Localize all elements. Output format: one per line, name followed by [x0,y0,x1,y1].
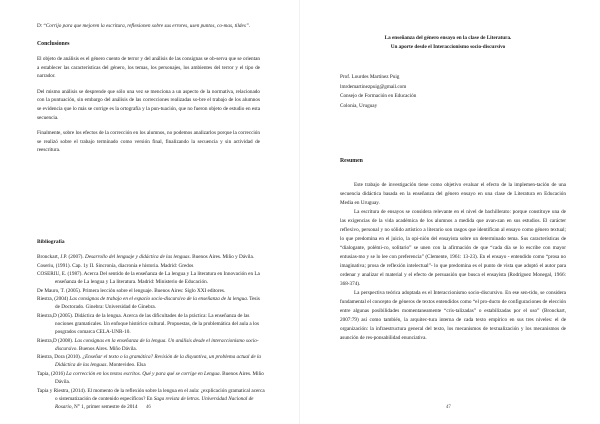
abstract-paragraph-1: Este trabajo de investigación tiene como objetivo evaluar el efecto de la implemen-tación de una secuencia didáctica basada en la enseñanza del género ensayo en una clase de Literatura en Educación Media en Uruguay. [340,182,566,206]
bibliography-entry [37,287,265,295]
bibliography-entry [37,337,265,353]
bibliography-entry [37,312,265,336]
bibliography-entry-title: Las consignas en la enseñanza de la lengua. Un análisis desde el interaccionismo socio-discursivo [55,337,259,352]
bibliography-entry-text: Riestra, (2004) [37,296,70,303]
bibliography-entry [37,295,265,311]
conclusions-paragraph-1: El objeto de análisis es el género cuento de terror y del análisis de las consignas se ob-serva que se orientan a establecer las características del género, los temas, los personajes, los ambientes del terror y el tipo de narrador. [37,56,260,80]
bibliography-entry-text: De Mauro, T. (2005). Primera lección sobre el lenguaje. Buenos Aires: Siglo XXI editores. [37,287,226,294]
bibliography-entry-text: Coseriu, (1991). Cap. 1y II. Sincronía, diacronía e historia. Madrid: Gredos [37,262,194,269]
right-page-number: 47 [446,405,451,410]
quote-text: Corrijo para que mejoren la escritura, reflexionen sobre sus errores, usen puntos, co-mas, tildes”. [45,23,251,29]
conclusions-paragraph-3: Finalmente, sobre los efectos de la corrección en los alumnos, no podemos analizarlos porque la corrección se realizó sobre el trabajo terminado como versión final, finalizando la secuencia y sin actividad de reescritura. [37,130,260,154]
bibliography-entry-details: . Tesis de Doctorado. Ginebra: Universidad de Ginebra. [55,296,260,311]
bibliography-entry [37,353,265,369]
abstract-paragraph-3: La perspectiva teórica adoptada es el Interaccionismo socio-discursivo. En ese sen-tido, se considera fundamental el concepto de géneros de textos entendidos como “el pro-ducto de configuraciones de elección entre algunas posibilidades momentaneamente “cris-talizadas” o estabilizadas por el uso” (Bronckart, 2007:79) así como también, la arquitec-tura interna de cada texto empírico en sus tres niveles: el de organización: la infraestructura general del texto, los mecanismos de textualización y los mecanismos de asunción de res-ponsabilidad enunciativa. [340,290,566,341]
bibliography-entry-text: COSERIU, E. (1987). Acerca Del sentido de la enseñanza de La lengua y La literatura en Innovación en La enseñanza de La lengua y La literatura. Madrid: Ministerio de Educación. [37,271,260,286]
left-page-number: 46 [146,405,151,410]
abstract-paragraph-2: La escritura de ensayos se considera relevante en el nivel de bachillerato: porque constituye una de las exigencias de la vida académica de los alumnos a medida que avan-zan en sus estudios. El carácter reflexivo, personal y no sólido artístico a literario son rasgos que identifican al ensayo como género textual; lo que predomina en el juicio, la opi-nión del ensayista sobre un determinado tema. Sus características de “dialogante, polémi-co, solitario” se unen con la afirmación de que “cada día se lo escribe con mayor entusias-mo y se lo lee con preferencia” (Clemente, 1961: 13-23). En el ensayo - entendido como “prosa no imaginativa; prosa de reflexión intelectual”- lo que predomina es el punto de vista que adoptó el autor para ordenar y analizar el material y el efecto de persuasión que busca el ensayista (Rodríguez Monegal, 1966: 368-374). [340,209,566,287]
bibliography-entry [37,270,265,286]
bibliography-entry [37,253,265,261]
article-title [330,34,566,51]
left-text-column [37,22,260,162]
bibliography-entry-title: ¿Enseñar el texto o la gramática? Revisión de la disyuntiva, un problema actual de la Didáctica de las lenguas [55,354,261,369]
bibliography-entry-text: Tapia y Riestra, (2014). El momento de la reflexión sobre la lengua en el aula: ¿explicación gramatical acerca o sistematización de contenido específicos? En [37,387,265,402]
conclusions-paragraph-2: Del mismo análisis se desprende que sólo una vez se menciona a un aspecto de la normativa, relacionado con la puntuación, sin embargo del análisis de las correcciones realizadas so-bre el trabajo de los alumnos se evidencia que lo más se corrige es la ortografía y la pun-tuación, que no fueron objeto de estudio en esta secuencia. [37,88,260,121]
bibliography-entry-text: Riestra, Dora (2010). [37,354,83,361]
bibliography-entry-details: , N° 1, primer semestre de 2014 [71,403,138,410]
article-title-line-1: La enseñanza del género ensayo en la clase de Literatura. [384,35,512,41]
article-title-line-2: Un aporte desde el Interaccionismo socio-discursivo [390,43,506,50]
bibliography-heading: Bibliografía [37,239,65,245]
bibliography-entry-details: . Buenos Aires. Miño y Dávila. [189,254,255,260]
bibliography-entry-details: . Montevideo. Elsa [106,362,146,369]
interview-quote [37,22,260,31]
bibliography-entry-text: Riestra,D (2008). [37,337,75,344]
bibliography-entry-details: . Buenos Aires. Miño Dávila. [55,370,264,385]
bibliography-entry-title: Las consignas de trabajo en el espacio socio-discursivo de la enseñanza de la lengua [69,296,247,303]
bibliography-entry-title: La corrección en los textos escritos. Qué y para qué se corrige en Lengua [66,370,220,377]
conclusions-heading: Conclusiones [37,40,70,47]
abstract-body [340,181,566,343]
author-block [340,73,540,112]
bibliography-entry [37,387,265,411]
author-name: Prof. Lourdes Martínez Puig [340,74,400,80]
abstract-heading: Resumen [340,158,363,164]
author-email: lmrdemartinezpuig@gmail.com [340,83,407,90]
bibliography-entry [37,370,265,386]
bibliography-list [37,253,265,411]
quote-lead: D: “ [37,23,46,29]
bibliography-entry-text: Bronckart, J.P. (2007). [37,254,85,260]
bibliography-entry-details: . Buenos Aires. Miño Dávila. [76,345,137,352]
author-institution: Consejo de Formación en Educación [340,93,417,100]
author-location: Colonia, Uruguay [340,102,378,109]
bibliography-entry-text: Riestra,D (2005). Didáctica de la lengua. Acerca de las dificultades de la práctica: La enseñanza de las nociones gramaticales. Un enfoque histórico cultural. Propuestas, de la problemática del aula a los posgrados comarca CELA-UNR-10. [37,312,259,336]
bibliography-entry [37,262,265,270]
bibliography-entry-title: Saga revista de letras. Universidad Nacional de Rosario [55,395,254,410]
bibliography-entry-text: Tapia, (2016) [37,370,67,377]
bibliography-entry-title: Desarrollo del lenguaje y didáctica de las lenguas [84,254,190,260]
